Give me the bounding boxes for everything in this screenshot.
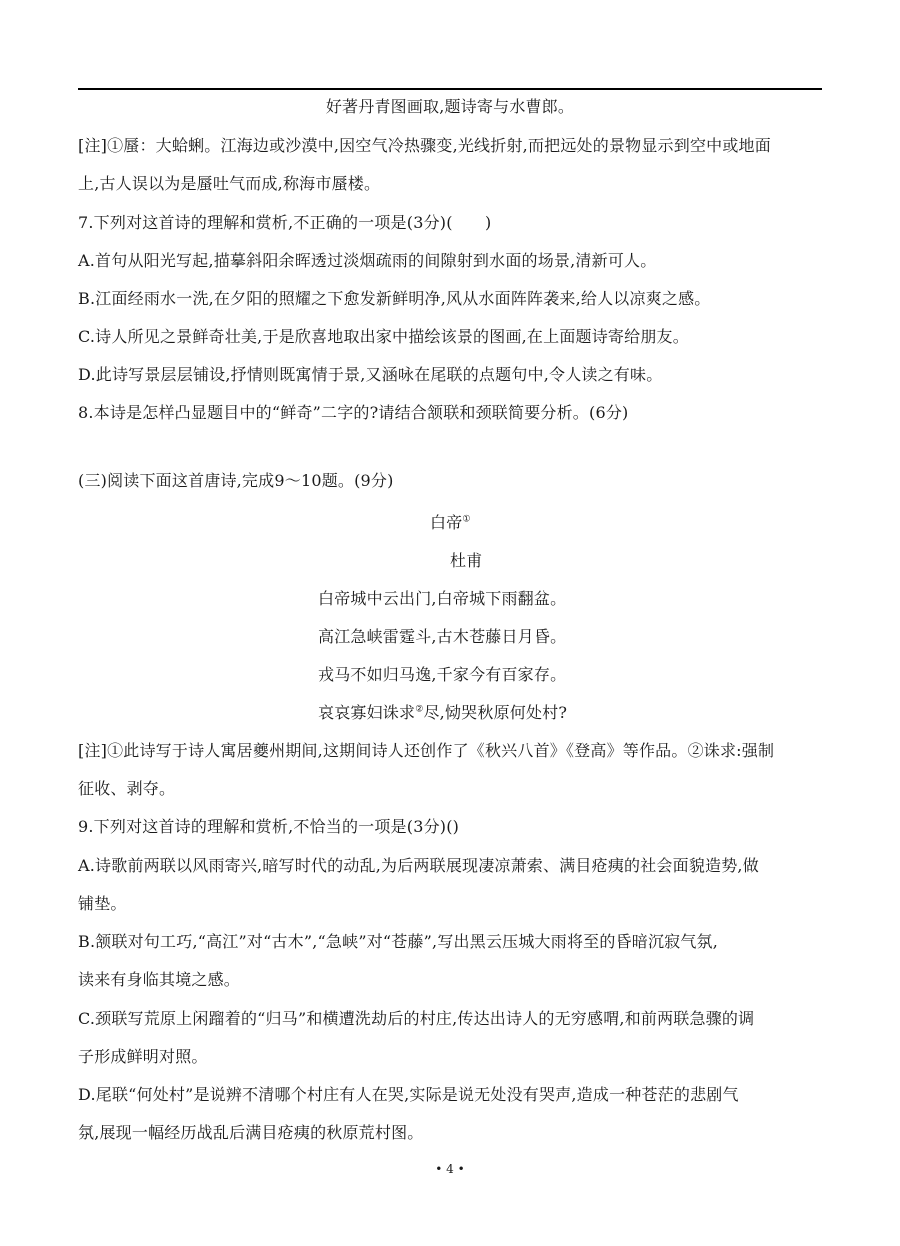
option-d-cont: 氛,展现一幅经历战乱后满目疮痍的秋原荒村图。 [78,1123,424,1142]
option-a: A.首句从阳光写起,描摹斜阳余晖透过淡烟疏雨的间隙射到水面的场景,清新可人。 [78,251,657,270]
poem-line: 高江急峡雷霆斗,古木苍藤日月昏。 [318,627,567,646]
footnote-marker: ② [415,704,424,715]
poem-line: 哀哀寡妇诛求②尽,恸哭秋原何处村? [318,703,568,722]
option-d: D.此诗写景层层铺设,抒情则既寓情于景,又涵咏在尾联的点题句中,令人读之有味。 [78,365,663,384]
poem-line: 白帝城中云出门,白帝城下雨翻盆。 [318,589,567,608]
option-c: C.颈联写荒原上闲蹓着的“归马”和横遭洗劫后的村庄,传达出诗人的无穷感喟,和前两联急骤的调 [78,1009,755,1028]
header-rule [78,88,822,90]
poem-line: 戎马不如归马逸,千家今有百家存。 [318,665,567,684]
poem-title: 白帝① [430,513,471,532]
footnote-marker: ① [462,514,471,525]
section-heading: (三)阅读下面这首唐诗,完成9～10题。(9分) [78,471,394,490]
note-line: [注]①此诗写于诗人寓居夔州期间,这期间诗人还创作了《秋兴八首》《登高》等作品。②诛求:强制 [78,741,775,760]
question-8: 8.本诗是怎样凸显题目中的“鲜奇”二字的?请结合颔联和颈联简要分析。(6分) [78,403,629,422]
option-b: B.颔联对句工巧,“高江”对“古木”,“急峡”对“苍藤”,写出黑云压城大雨将至的昏暗沉寂气氛, [78,932,719,951]
note-line: 上,古人误以为是蜃吐气而成,称海市蜃楼。 [78,174,381,193]
option-c: C.诗人所见之景鲜奇壮美,于是欣喜地取出家中描绘该景的图画,在上面题诗寄给朋友。 [78,327,689,346]
note-line: 征收、剥夺。 [78,779,176,798]
page-number: • 4 • [435,1162,465,1176]
option-b: B.江面经雨水一洗,在夕阳的照耀之下愈发新鲜明净,风从水面阵阵袭来,给人以凉爽之感。 [78,289,711,308]
option-b-cont: 读来有身临其境之感。 [78,970,241,989]
option-d: D.尾联“何处村”是说辨不清哪个村庄有人在哭,实际是说无处没有哭声,造成一种苍茫的悲剧气 [78,1085,739,1104]
option-c-cont: 子形成鲜明对照。 [78,1047,208,1066]
option-a-cont: 铺垫。 [78,894,127,913]
question-9: 9.下列对这首诗的理解和赏析,不恰当的一项是(3分)() [78,817,460,836]
poem-last-line: 好著丹青图画取,题诗寄与水曹郎。 [325,97,575,116]
note-line: [注]①蜃：大蛤蜊。江海边或沙漠中,因空气冷热骤变,光线折射,而把远处的景物显示到空中或地面 [78,136,771,155]
question-7: 7.下列对这首诗的理解和赏析,不正确的一项是(3分)( ) [78,213,492,232]
poem-author: 杜甫 [450,551,483,570]
option-a: A.诗歌前两联以风雨寄兴,暗写时代的动乱,为后两联展现凄凉萧索、满目疮痍的社会面貌造势,做 [78,856,759,875]
